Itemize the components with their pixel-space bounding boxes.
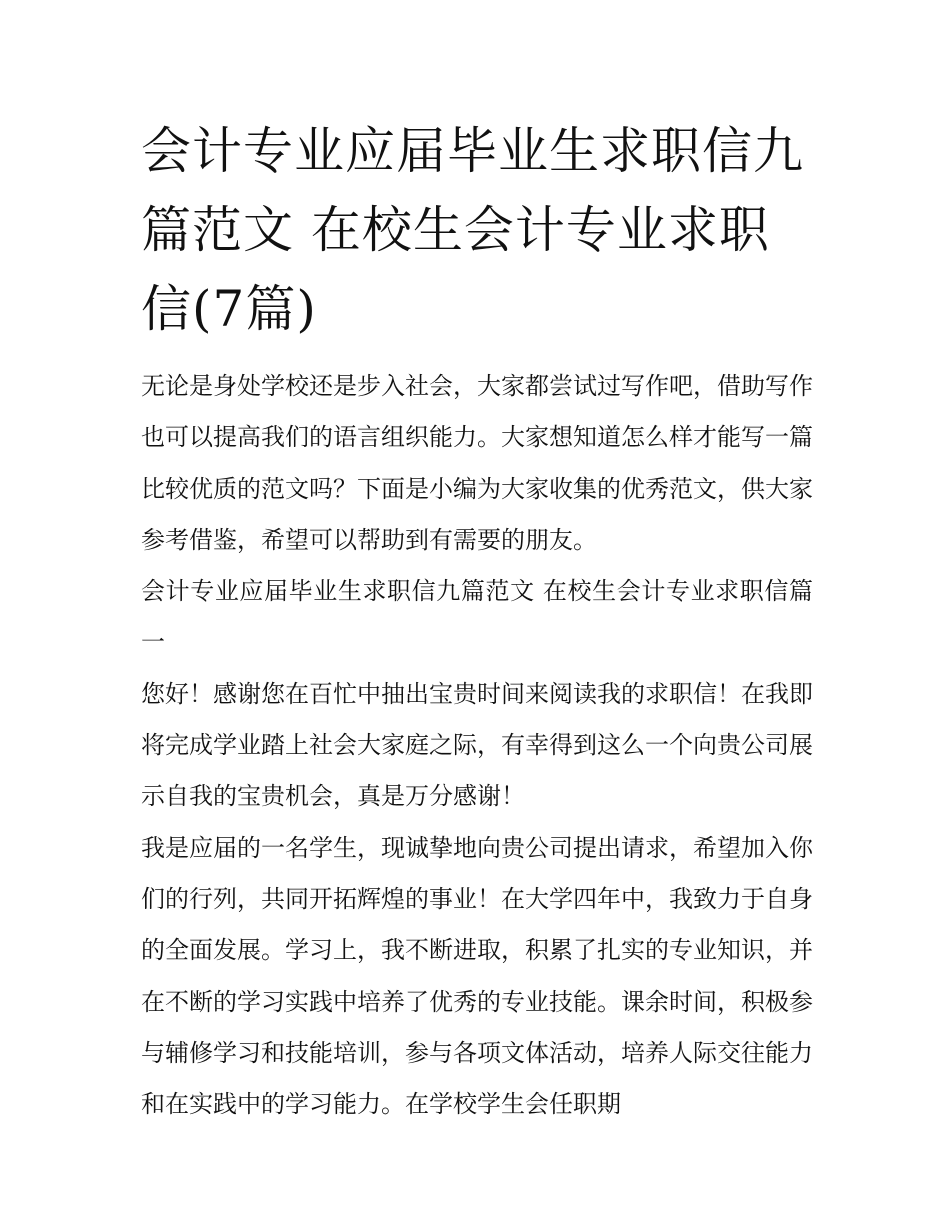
intro-paragraph: 无论是身处学校还是步入社会，大家都尝试过写作吧，借助写作也可以提高我们的语言组织能力。大家想知道怎么样才能写一篇比较优质的范文吗？下面是小编为大家收集的优秀范文，供大家参考借鉴，希望可以帮助到有需要的朋友。	[141, 372, 813, 554]
document-page	[141, 112, 813, 1130]
body-paragraph: 我是应届的一名学生，现诚挚地向贵公司提出请求，希望加入你们的行列，共同开拓辉煌的事业！在大学四年中，我致力于自身的全面发展。学习上，我不断进取，积累了扎实的专业知识，并在不断的学习实践中培养了优秀的专业技能。课余时间，积极参与辅修学习和技能培训，参与各项文体活动，培养人际交往能力和在实践中的学习能力。在学校学生会任职期	[141, 833, 813, 1119]
section-heading: 会计专业应届毕业生求职信九篇范文 在校生会计专业求职信篇一	[141, 577, 813, 657]
document-title: 会计专业应届毕业生求职信九篇范文 在校生会计专业求职信(7篇)	[141, 122, 804, 338]
greeting-paragraph: 您好！感谢您在百忙中抽出宝贵时间来阅读我的求职信！在我即将完成学业踏上社会大家庭之际，有幸得到这么一个向贵公司展示自我的宝贵机会，真是万分感谢！	[141, 679, 813, 811]
